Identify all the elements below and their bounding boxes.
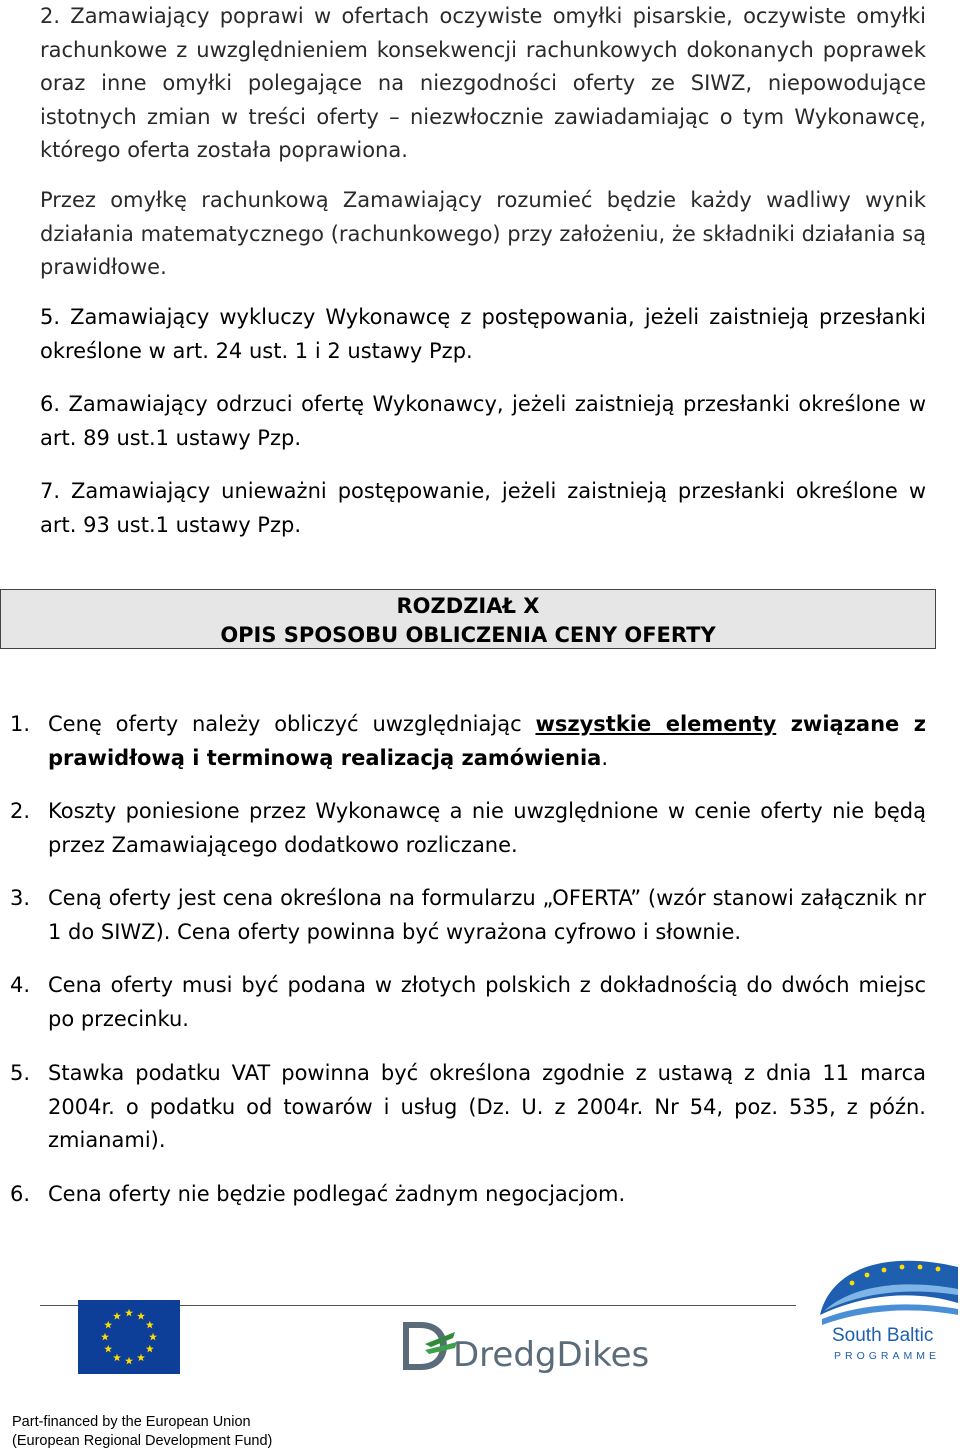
sbp-title: South Baltic (832, 1325, 934, 1346)
list-item: Ceną oferty jest cena określona na formularzu „OFERTA” (wzór stanowi załącznik nr 1 do SIWZ). Cena oferty powinna być wyrażona cyfrowo i słownie. (48, 886, 926, 944)
item-number: 2. (10, 799, 31, 823)
item-underlined-text: wszystkie elementy (535, 712, 777, 736)
item-number: 5. (10, 1061, 31, 1085)
dredgdikes-logo (395, 1314, 650, 1378)
item-bold-text: związane z prawidłową i terminową realizacją zamówienia (48, 712, 926, 770)
list-item (48, 708, 926, 775)
list-item: Cena oferty nie będzie podlegać żadnym negocjacjom. (48, 1182, 626, 1206)
list-item: Cena oferty musi być podana w złotych polskich z dokładnością do dwóch miejsc po przecinku. (48, 973, 926, 1031)
paragraph-6: 6. Zamawiający odrzuci ofertę Wykonawcy, jeżeli zaistnieją przesłanki określone w art. 89 ust.1 ustawy Pzp. (40, 392, 926, 450)
chapter-heading-box (0, 589, 936, 649)
sbp-subtitle: PROGRAMME (834, 1350, 941, 1362)
paragraph-7: 7. Zamawiający unieważni postępowanie, jeżeli zaistnieją przesłanki określone w art. 93 ust.1 ustawy Pzp. (40, 479, 926, 537)
item-number: 3. (10, 886, 31, 910)
footer-financing-line: Part-financed by the European Union (12, 1414, 251, 1430)
item-number: 6. (10, 1182, 31, 1206)
footer-fund-line: (European Regional Development Fund) (12, 1433, 273, 1449)
paragraph-arithmetic-error: Przez omyłkę rachunkową Zamawiający rozumieć będzie każdy wadliwy wynik działania matematycznego (rachunkowego) przy założeniu, że składniki działania są prawidłowe. (40, 188, 926, 279)
item-text-end: . (601, 745, 609, 770)
paragraph-2: 2. Zamawiający poprawi w ofertach oczywiste omyłki pisarskie, oczywiste omyłki rachunkowe z uwzględnieniem konsekwencji rachunkowych dokonanych poprawek oraz inne omyłki polegające na niezgodności oferty ze SIWZ, niepowodujące istotnych zmian w treści oferty – niezwłocznie zawiadamiając o tym Wykonawcę, którego oferta została poprawiona. (40, 4, 926, 162)
chapter-title: OPIS SPOSOBU OBLICZENIA CENY OFERTY (220, 623, 716, 647)
item-text: Cenę oferty należy obliczyć uwzględniając (48, 712, 536, 736)
list-item: Koszty poniesione przez Wykonawcę a nie uwzględnione w cenie oferty nie będą przez Zamawiającego dodatkowo rozliczane. (48, 799, 926, 857)
dredgdikes-text: DredgDikes (453, 1335, 650, 1375)
chapter-number: ROZDZIAŁ X (396, 594, 540, 618)
south-baltic-programme-logo (812, 1245, 960, 1367)
paragraph-5: 5. Zamawiający wykluczy Wykonawcę z postępowania, jeżeli zaistnieją przesłanki określone w art. 24 ust. 1 i 2 ustawy Pzp. (40, 305, 926, 363)
list-item: Stawka podatku VAT powinna być określona zgodnie z ustawą z dnia 11 marca 2004r. o podatku od towarów i usług (Dz. U. z 2004r. Nr 54, poz. 535, z późn. zmianami). (48, 1061, 926, 1152)
eu-flag-icon (78, 1300, 180, 1374)
item-number: 4. (10, 973, 31, 997)
item-number: 1. (10, 712, 31, 736)
